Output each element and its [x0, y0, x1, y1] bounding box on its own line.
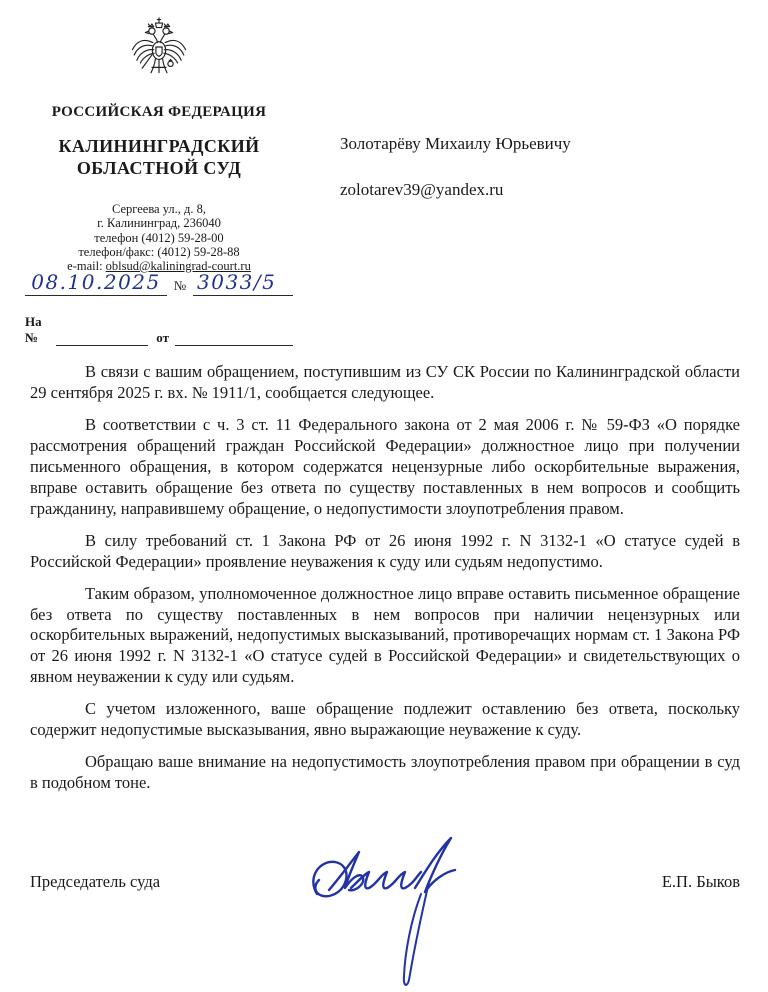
reply-label-ot: от — [156, 330, 169, 345]
address-street: Сергеева ул., д. 8, — [111, 202, 207, 216]
fax-line: телефон/факс: (4012) 59-28-88 — [78, 244, 240, 259]
handwritten-date: 08.10.2025 — [31, 270, 161, 294]
handwritten-number: 3033/5 — [197, 270, 277, 294]
country-title: РОССИЙСКАЯ ФЕДЕРАЦИЯ — [51, 104, 267, 120]
recipient-block — [340, 134, 700, 200]
paragraph: Таким образом, уполномоченное должностное лицо вправе оставить письменное обращение без ответа по существу поставленных в нем вопросов при наличии нецензурных или оскорбительных выражений, недопустимых высказываний, противоречащих нормам ст. 1 Закона РФ от 26 июня 1992 г. N 3132-1 «О статусе судей в Российской Федерации» и свидетельствующих о явном неуважении к суду или судьям. — [30, 583, 740, 687]
signer-name: Е.П. Быков — [661, 872, 740, 891]
paragraph: В силу требований ст. 1 Закона РФ от 26 июня 1992 г. N 3132-1 «О статусе судей в Российской Федерации» проявление неуважения к суду или судьям недопустимо. — [30, 530, 740, 571]
email-label: e-mail: — [67, 259, 106, 273]
court-name — [25, 136, 293, 180]
recipient-email: zolotarev39@yandex.ru — [340, 180, 504, 199]
paragraph: С учетом изложенного, ваше обращение подлежит оставлению без ответа, поскольку содержит недопустимые высказывания, явно выражающие неуважение к суду. — [30, 699, 740, 740]
handwritten-signature — [303, 832, 483, 990]
address-city: г. Калининград, 236040 — [97, 216, 221, 231]
russian-coat-of-arms-icon — [25, 16, 293, 80]
phone-line: телефон (4012) 59-28-00 — [94, 230, 224, 245]
outgoing-date-slot — [25, 270, 167, 296]
reply-number-blank — [56, 330, 148, 346]
court-address-block — [25, 202, 293, 273]
outgoing-number-slot — [193, 270, 293, 296]
paragraph: В связи с вашим обращением, поступившим из СУ СК России по Калининградской области 29 сентября 2025 г. вх. № 1911/1, сообщается следующее. — [30, 362, 740, 402]
incoming-reference-line — [25, 314, 293, 346]
paragraph: Обращаю ваше внимание на недопустимость злоупотребления правом при обращении в суд в подобном тоне. — [30, 752, 740, 793]
reply-label-na: На № — [25, 314, 42, 345]
reply-date-blank — [175, 330, 293, 346]
court-name-line2: ОБЛАСТНОЙ СУД — [76, 157, 242, 178]
outgoing-reference-line — [25, 270, 293, 296]
paragraph: В соответствии с ч. 3 ст. 11 Федерального закона от 2 мая 2006 г. № 59-ФЗ «О порядке рассмотрения обращений граждан Российской Федерации» должностное лицо при получении письменного обращения, в котором содержатся нецензурные либо оскорбительные выражения, вправе оставить обращение без ответа по существу поставленных в нем вопросов и сообщить гражданину, направившему обращение, о недопустимости злоупотребления правом. — [30, 414, 740, 518]
court-email: oblsud@kaliningrad-court.ru — [105, 259, 251, 273]
signer-position: Председатель суда — [30, 872, 161, 891]
recipient-name: Золотарёву Михаилу Юрьевичу — [340, 134, 571, 153]
court-name-line1: КАЛИНИНГРАДСКИЙ — [58, 136, 260, 156]
letter-body — [30, 362, 740, 805]
number-sign: № — [173, 278, 187, 293]
